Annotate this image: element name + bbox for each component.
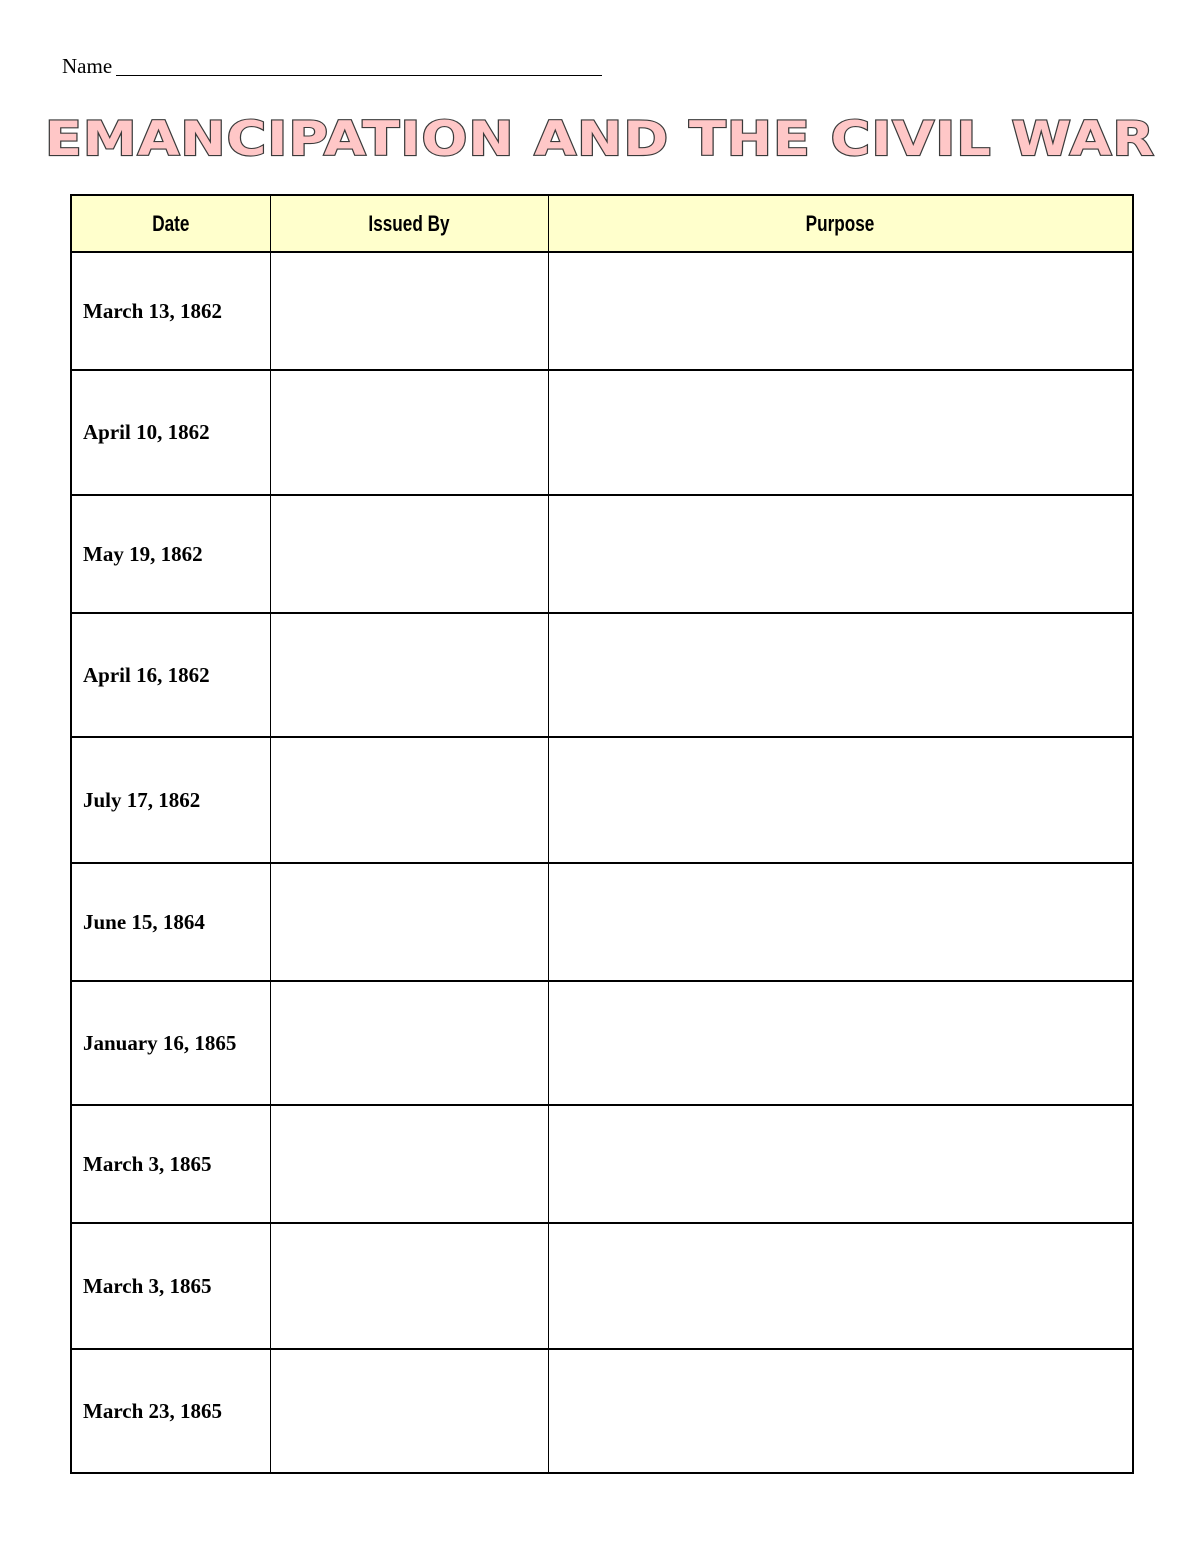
worksheet-table [70, 194, 1134, 1474]
name-line [62, 54, 602, 78]
header-purpose: Purpose [548, 195, 1133, 252]
purpose-cell[interactable] [548, 737, 1133, 863]
header-issued-by: Issued By [270, 195, 548, 252]
date-cell: March 23, 1865 [71, 1349, 270, 1473]
header-date: Date [71, 195, 270, 252]
issued-by-cell[interactable] [270, 1349, 548, 1473]
table-row [71, 1349, 1133, 1473]
table-row [71, 1105, 1133, 1223]
issued-by-cell[interactable] [270, 1223, 548, 1349]
table-row [71, 370, 1133, 495]
table-row [71, 613, 1133, 737]
purpose-cell[interactable] [548, 863, 1133, 981]
date-cell: March 13, 1862 [71, 252, 270, 370]
issued-by-cell[interactable] [270, 1105, 548, 1223]
table-row [71, 252, 1133, 370]
table-row [71, 981, 1133, 1105]
worksheet-title: EMANCIPATION AND THE CIVIL WAR [44, 110, 1156, 167]
purpose-cell[interactable] [548, 495, 1133, 613]
purpose-cell[interactable] [548, 613, 1133, 737]
issued-by-cell[interactable] [270, 737, 548, 863]
purpose-cell[interactable] [548, 1223, 1133, 1349]
date-cell: March 3, 1865 [71, 1223, 270, 1349]
table-row [71, 1223, 1133, 1349]
header-row [71, 195, 1133, 252]
purpose-cell[interactable] [548, 981, 1133, 1105]
table-row [71, 495, 1133, 613]
date-cell: January 16, 1865 [71, 981, 270, 1105]
table-row [71, 863, 1133, 981]
date-cell: March 3, 1865 [71, 1105, 270, 1223]
issued-by-cell[interactable] [270, 613, 548, 737]
date-cell: June 15, 1864 [71, 863, 270, 981]
purpose-cell[interactable] [548, 1349, 1133, 1473]
date-cell: April 16, 1862 [71, 613, 270, 737]
date-cell: April 10, 1862 [71, 370, 270, 495]
issued-by-cell[interactable] [270, 495, 548, 613]
date-cell: May 19, 1862 [71, 495, 270, 613]
issued-by-cell[interactable] [270, 370, 548, 495]
name-blank-field[interactable] [116, 75, 602, 76]
purpose-cell[interactable] [548, 252, 1133, 370]
issued-by-cell[interactable] [270, 863, 548, 981]
purpose-cell[interactable] [548, 370, 1133, 495]
purpose-cell[interactable] [548, 1105, 1133, 1223]
issued-by-cell[interactable] [270, 981, 548, 1105]
issued-by-cell[interactable] [270, 252, 548, 370]
date-cell: July 17, 1862 [71, 737, 270, 863]
name-label: Name [62, 54, 113, 78]
table-row [71, 737, 1133, 863]
